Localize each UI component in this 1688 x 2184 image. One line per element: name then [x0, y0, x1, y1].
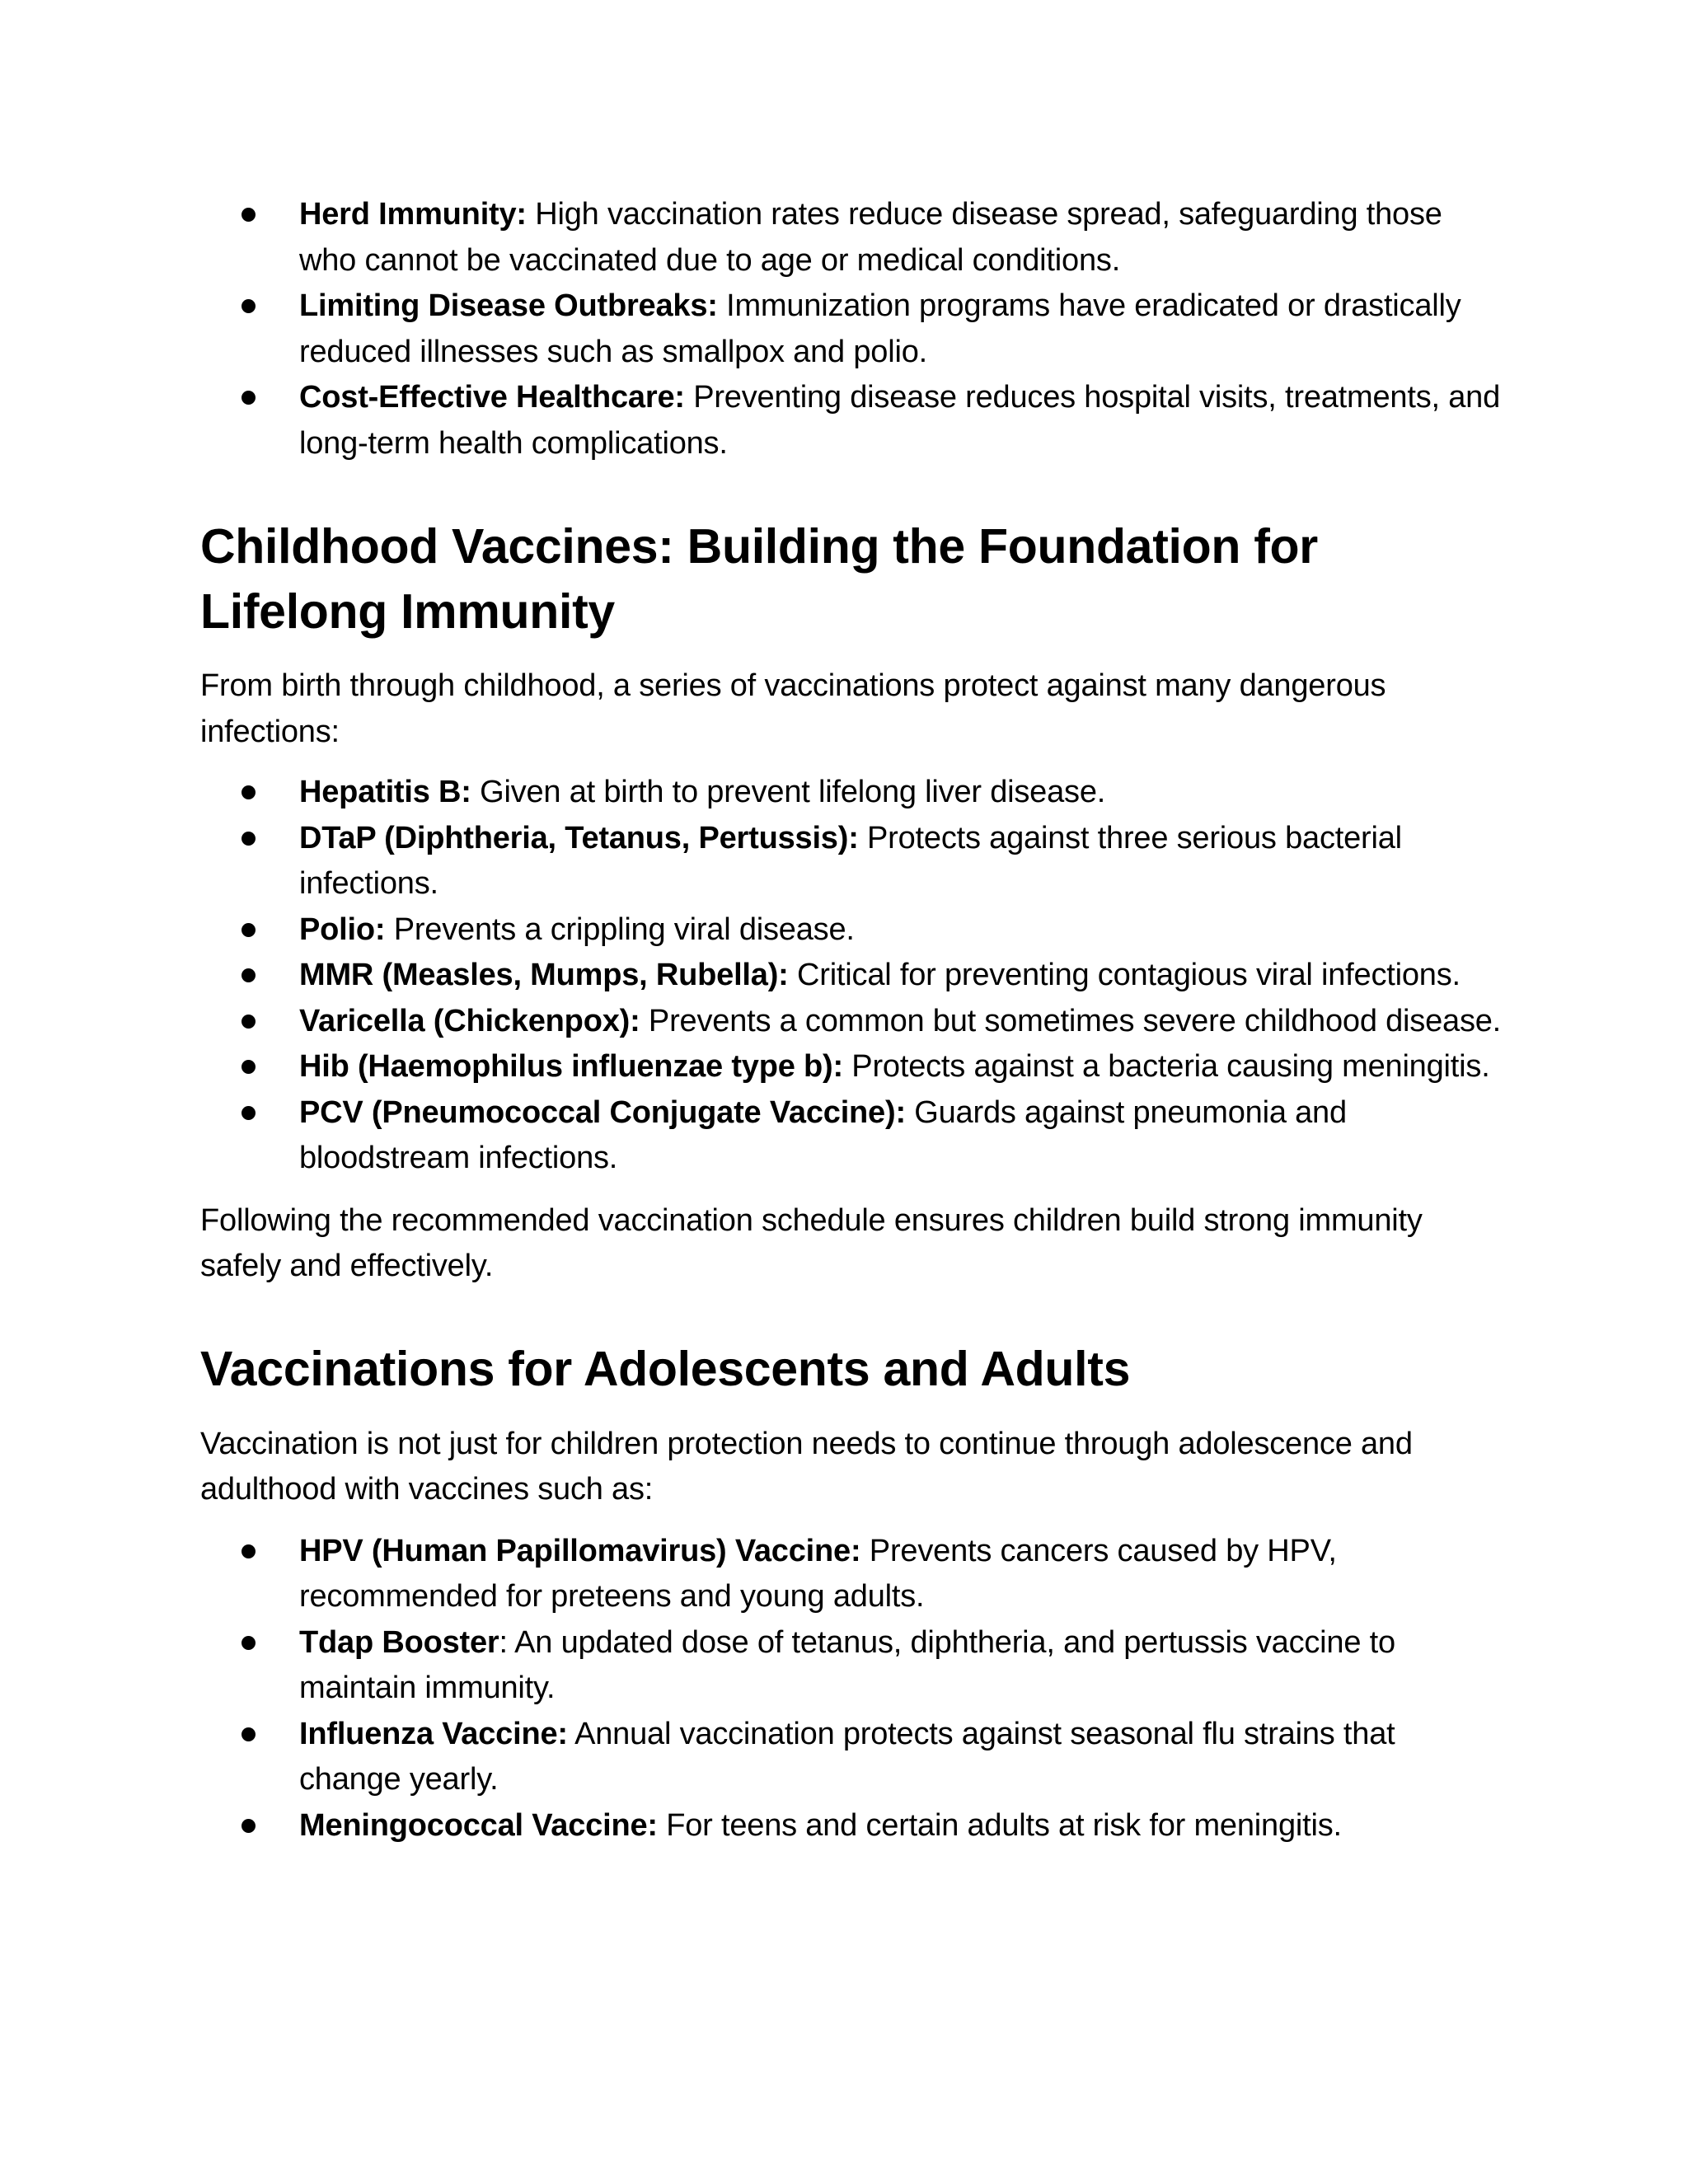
list-item	[299, 816, 1503, 907]
list-item	[299, 953, 1503, 999]
list-item-text: Prevents a crippling viral disease.	[385, 912, 855, 947]
benefits-list	[200, 192, 1503, 466]
list-item	[299, 284, 1503, 375]
list-item	[299, 1803, 1503, 1849]
list-item	[299, 770, 1503, 816]
list-item-text: For teens and certain adults at risk for meningitis.	[657, 1807, 1342, 1843]
bullet-icon	[241, 391, 256, 405]
list-item-text: Given at birth to prevent lifelong liver disease.	[471, 775, 1106, 809]
childhood-outro-paragraph: Following the recommended vaccination schedule ensures children build strong immunity safely and effectively.	[200, 1202, 1423, 1283]
childhood-intro-paragraph: From birth through childhood, a series of vaccinations protect against many dangerous infections:	[200, 668, 1386, 749]
list-item	[299, 1620, 1503, 1712]
bullet-icon	[241, 785, 256, 799]
bullet-icon	[241, 968, 256, 982]
list-item-term: PCV (Pneumococcal Conjugate Vaccine):	[299, 1094, 906, 1130]
adult-vaccine-list	[200, 1529, 1503, 1849]
list-item-term: Herd Immunity:	[299, 197, 527, 232]
list-item	[299, 192, 1503, 284]
list-item-text: Critical for preventing contagious viral infections.	[788, 958, 1461, 992]
list-item	[299, 375, 1503, 466]
list-item	[299, 907, 1503, 954]
list-item-text: High vaccination rates reduce disease spread, safeguarding those who cannot be vaccinated due to age or medical conditions.	[299, 197, 1442, 278]
section-heading-adults: Vaccinations for Adolescents and Adults	[200, 1341, 1131, 1396]
list-item-term: Meningococcal Vaccine:	[299, 1807, 658, 1843]
bullet-icon	[241, 1636, 256, 1650]
childhood-vaccine-list	[200, 770, 1503, 1182]
list-item-text: Protects against three serious bacterial infections.	[299, 820, 1402, 901]
bullet-icon	[241, 1015, 256, 1029]
list-item-text: Prevents cancers caused by HPV, recommended for preteens and young adults.	[299, 1533, 1337, 1614]
adults-intro-paragraph: Vaccination is not just for children protection needs to continue through adolescence and adulthood with vaccines such as:	[200, 1426, 1413, 1507]
list-item-term: Influenza Vaccine:	[299, 1716, 568, 1751]
list-item-term: Hepatitis B:	[299, 775, 471, 809]
bullet-icon	[241, 208, 256, 222]
list-item-term: MMR (Measles, Mumps, Rubella):	[299, 958, 789, 992]
bullet-icon	[241, 1106, 256, 1120]
list-item-text: Protects against a bacteria causing meningitis.	[842, 1049, 1490, 1084]
list-item-term: Limiting Disease Outbreaks:	[299, 288, 718, 323]
list-item-text: : An updated dose of tetanus, diphtheria, and pertussis vaccine to maintain immunity.	[299, 1624, 1395, 1705]
list-item	[299, 1712, 1503, 1803]
bullet-icon	[241, 1060, 256, 1074]
bullet-icon	[241, 1819, 256, 1833]
list-item-text: Prevents a common but sometimes severe childhood disease.	[640, 1003, 1502, 1038]
section-heading-childhood: Childhood Vaccines: Building the Foundation for Lifelong Immunity	[200, 519, 1318, 639]
list-item-term: Varicella (Chickenpox):	[299, 1003, 640, 1038]
list-item-text: Annual vaccination protects against seasonal flu strains that change yearly.	[299, 1716, 1395, 1797]
list-item-term: Cost-Effective Healthcare:	[299, 380, 685, 415]
list-item-text: Preventing disease reduces hospital visits, treatments, and long-term health complications.	[299, 380, 1501, 461]
list-item	[299, 1529, 1503, 1620]
bullet-icon	[241, 299, 256, 313]
list-item	[299, 1090, 1503, 1182]
list-item	[299, 1044, 1503, 1090]
bullet-icon	[241, 832, 256, 846]
list-item-term: Polio:	[299, 912, 386, 947]
bullet-icon	[241, 923, 256, 937]
list-item-term: DTaP (Diphtheria, Tetanus, Pertussis):	[299, 820, 859, 855]
list-item-term: HPV (Human Papillomavirus) Vaccine:	[299, 1533, 861, 1568]
document-page	[200, 192, 1503, 1849]
list-item	[299, 999, 1503, 1045]
list-item-term: Tdap Booster	[299, 1624, 499, 1660]
bullet-icon	[241, 1727, 256, 1741]
list-item-term: Hib (Haemophilus influenzae type b):	[299, 1049, 843, 1084]
list-item-text: Guards against pneumonia and bloodstream infections.	[299, 1094, 1347, 1175]
bullet-icon	[241, 1544, 256, 1558]
list-item-text: Immunization programs have eradicated or drastically reduced illnesses such as smallpox and polio.	[299, 288, 1461, 369]
